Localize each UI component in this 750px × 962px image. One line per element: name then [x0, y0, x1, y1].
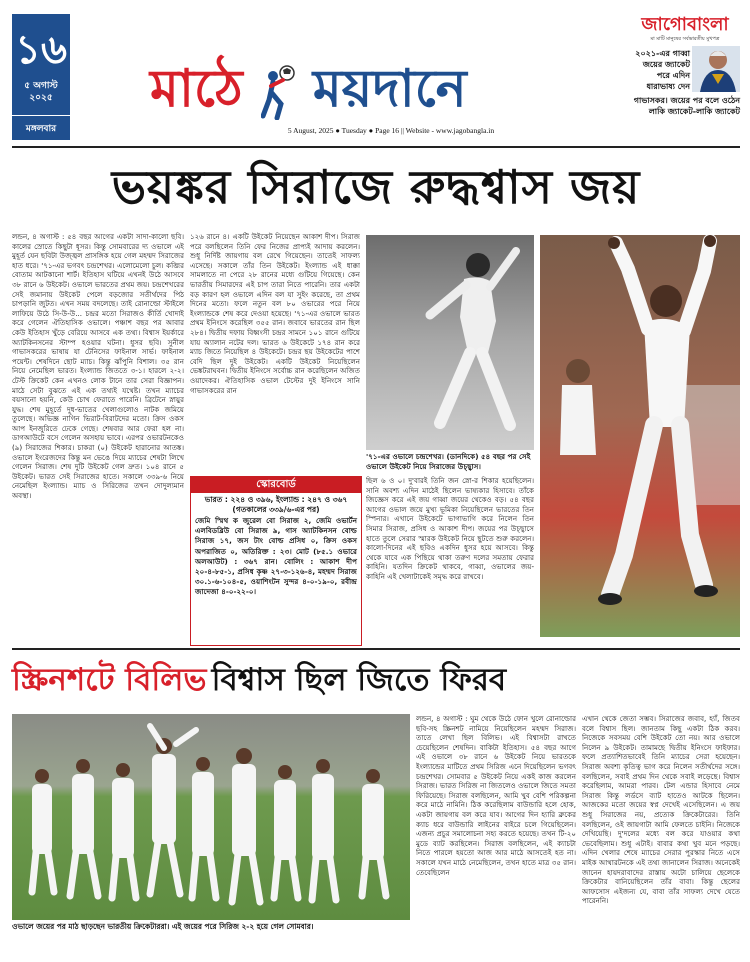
football-player-logo-icon	[261, 64, 295, 120]
title-part-2: ময়দানে	[312, 59, 467, 119]
brand-name: জাগোবাংলা	[641, 14, 729, 35]
teaser-box	[590, 46, 740, 140]
story2-headline-black: বিশ্বাস ছিল জিতে ফিরব	[211, 662, 507, 698]
siraj-celebration-photo	[540, 235, 740, 637]
chandrasekhar-photo	[366, 235, 534, 450]
page-number-box	[12, 14, 70, 140]
mid-rule	[12, 648, 740, 650]
brand-tagline: মা মাটি মানুষের সর্বভারতীয় মুখপত্র	[650, 36, 720, 42]
scoreboard-summary: ভারত : ২২৪ ও ৩৯৬, ইংল্যান্ড : ২৪৭ ও ৩৬৭	[204, 495, 348, 504]
teaser-line-5: গাভাসকর। জয়ের পর বলে ওঠেন	[633, 96, 740, 105]
brand-logo	[630, 14, 740, 44]
scoreboard-title: স্কোরবোর্ড	[191, 477, 361, 493]
teaser-line-6: লাকি জ্যাকেট-লাকি জ্যাকেট	[648, 107, 740, 116]
story1-headline: ভয়ঙ্কর সিরাজে রুদ্ধশ্বাস জয়	[111, 160, 641, 214]
photo1-caption: '৭১-এর ওভালে চন্দ্রশেখর। (ডানদিকে) ৫৪ বছর পর সেই ওভালে উইকেট নিয়ে সিরাজের উচ্ছ্বাস।	[366, 452, 531, 471]
story1-column-3: ছিল ৬ ও ০। দু'বারই তিনি জন স্নো-র শিকার হয়েছিলেন। সানি অবশ্য এদিন মাঠেই ছিলেন ভাষ্যকার হিসাবে। তাঁকে জিজ্ঞেস করে এই জয় গাব্বা জয়ের থেকেও বড়। ৫৪ বছর আগের ওভাল জয়ে মুখ্য ভূমিকা নিয়েছিলেন ভারতের তিন স্পিনার। এখানে উইকেটে ভাগাভাগি করে নিলেন তিন সিমার সিরাজ, প্রসিধ ও আকাশ দীপ। জয়ের পর উচ্ছ্বাসে হাতে তুলে সেরার স্মারক উইকেট নিয়ে ছুটতে শুরু করলেন। কালো-দিনের এই ছবিও একদিন ধুসর হয়ে আসবে। কিন্তু থেকে যাবে এক পিছিয়ে থাকা তরুণ দলের সমতায় ফেরার কাহিনি। যতদিন ক্রিকেট থাকবে, গাব্বা, ওভালের জয়-কাহিনি এই খেলাটাকেই সমৃদ্ধ করে রাখবে।	[366, 476, 534, 581]
masthead-meta-line: 5 August, 2025 ● Tuesday ● Page 16 || Website - www.jagobangla.in	[287, 126, 495, 135]
date-label: ৫ অগাস্ট ২০২৫	[24, 81, 58, 103]
photo2-caption: ওভালে জয়ের পর মাঠ ছাড়ছেন ভারতীয় ক্রিকেটাররা। এই জয়ের পরে সিরিজ ২-২ হয়ে গেল সোমবার।	[12, 922, 314, 931]
masthead-rule	[12, 146, 740, 148]
teaser-line-3: পরে এদিন	[656, 71, 690, 80]
story2-column-2: এখান থেকে জেতা সম্ভব। সিরাজের জবাব, হ্যাঁ, জিতব বলে বিশ্বাস ছিল। জানতাম কিছু একটা ঠিক করব। নিজেকে সবসময় বেশি উইকেট তো নয়। আর ওভালে নিলেন ৯ উইকেট। তামামছে দ্বিতীয় ইনিংসে ফাইফার। ফলে প্রত্যাশিতভাবেই তিনি ম্যাচের সেরা হয়েছেন। সিরাজ অবশ্য কৃতিত্ব ভাগ করে নিলেন সতীর্থদের সঙ্গে। বলছিলেন, সবাই প্রথম দিন থেকে সবাই লড়েছে। বিশ্বাস করেছিলাম, আমরা পারব। টেল এন্ডার হিসাবে নেমে সিরাজ কিন্তু লর্ডসে ব্যাট হাতেও আটকে ছিলেন। আজকের মতো জয়ের স্বপ্ন দেখেই এসেছিলেন। এ জয় শুধু সিরাজের নয়, প্রত্যেক ক্রিকেটারের। তিনি বলছিলেন, ওই জায়গাটা আমি ফেলতে চাইনি। নিজেকে দেখিয়েছি। দু'দলের মধ্যে বল করে যাওয়ার কথা ভেবেছিলাম। শুধু এটাই। বাবার কথা খুব মনে পড়ছে। এদিন খেলার শেষে ম্যাচের সেরার পুরস্কার নিতে এসে মাইক আথারটনকে এই তথ্য জানালেন সিরাজ। অনেকেই জানেন হায়দরাবাদের রাস্তায় অটো চালিয়ে ছেলেকে ক্রিকেটার বানিয়েছিলেন তাঁর বাবা। কিন্তু ছেলের আফসোস এইজন্য যে, বাবা তাঁর সাফল্য দেখে যেতে পারেননি।	[582, 714, 740, 906]
scoreboard-details: জেমি স্মিথ ক জুরেল বো সিরাজ ২, জেমি ওভার্টন এলবিডব্লিউ বো সিরাজ ৯, গাস অ্যাটকিনসন বোল্ড সিরাজ ১৭, জস টাং বোল্ড প্রসিধ ০, ক্রিস ওকস অপরাজিত ০, অতিরিক্ত : ২৩। মোট (৮৫.১ ওভারে অলআউট) : ৩৬৭ রান। বোলিং : আকাশ দীপ ২০-৪-৮৫-১, প্রসিধ কৃষ্ণ ২৭-৩-১২৬-৪, মহম্মদ সিরাজ ৩০.১-৬-১০৪-৫, ওয়াশিংটন সুন্দর ৪-০-১৯-০, রবীন্দ্র জাদেজা ৪-০-২২-০।	[195, 516, 357, 597]
teaser-line-4: ধারাভাষ্য দেন	[646, 82, 690, 91]
masthead-title	[150, 54, 570, 130]
story1-column-2: ১২৬ রানে ৪। একটি উইকেট নিয়েছেন আকাশ দীপ। সিরাজ পরে বলছিলেন তিনি ফের নিজের প্রাপ্যই আদায় করলেন। শুধু নির্দিষ্ট জায়গায় বল রেখে গিয়েছেন। তাতেই সাফল্য এসেছে। সকালে তাঁর তিন উইকেট। ইংল্যান্ড এই ধাক্কা সামলাতে না পেরে ২৮ রানের মধ্যে গুটিয়ে গিয়েছে। কেন ভারতীয় সিমারদের এই চাপ তারা নিতে পারেনি। তার একটা বড় কারণ হল ওভালে এদিন বল যা সুইং করেছে, তা প্রথম দিনের মতো। ফলে নতুন বল ৮০ ওভারের পরে নিয়ে ইংল্যান্ডকে শেষ করে দেওয়া হয়েছে। '৭১-এর ওভালে ভারত প্রথম ইনিংসে করেছিল ৩৫৫ রান। জবাবে ভারতের রান ছিল ২৮৪। দ্বিতীয় দফায় বিধ্বংসী চন্দ্রর সামনে ১০১ রানে গুটিয়ে যায় অ্যালান নটের দল। ভারত ৬ উইকেটে ১৭৪ রান করে ম্যাচ জিতে নিয়েছিল ৪ উইকেটে। চন্দ্রর ছয় উইকেটের পাশে বেদি ছিল দুই উইকেট। একটি উইকেট নিয়েছিলেন ভেঙ্কটরাঘবন। দ্বিতীয় ইনিংসে সর্বোচ্চ রান করেছিলেন অজিত ওয়াদেকর। ঐতিহাসিক ওভাল টেস্টের দুই ইনিংসে সানি গাভাসকরের রান	[190, 232, 360, 395]
teaser-line-2: জয়ের জ্যাকেট	[642, 60, 690, 69]
team-walkoff-photo	[12, 714, 410, 920]
teaser-photo	[692, 46, 740, 92]
story2-column-1: লন্ডন, ৪ অগাস্ট : ঘুম থেকে উঠে ফোন খুলে রোনাল্ডোর ছবি-সহ স্ক্রিনশট নামিয়ে নিয়েছিলেন মহম্মদ সিরাজ। তাতে লেখা ছিল বিলিভ। এই বিশ্বাসটা রাখতে চেয়েছিলেন শেষদিন। বাকিটা ইতিহাস। ৫৪ বছর আগে এই ওভালে ৩৮ রানে ৬ উইকেট নিয়ে ভারতকে ইংল্যান্ডের মাটিতে প্রথম সিরিজ এনে দিয়েছিলেন ভগবৎ চন্দ্রশেখর। সোমবার ৫ উইকেট নিয়ে একই কাজ করলেন সিরাজ। ভারত সিরিজ না জিতলেও ওভালে জিতে সমতা ফিরিয়েছে। সিরাজ বলছিলেন, আমি খুব বেশি পরিকল্পনা করে মাঠে নামিনি। ঠিক করেছিলাম বাউন্ডারি হলে হোক, একটা জায়গায় বল করে যাব। আগের দিন হ্যারি ব্রুকের ক্যাচ ধরে বাউন্ডারি লাইনের বাইরে চলে গিয়েছিলেন। এজন্য প্রচুর সমালোচনা সহ্য করতে হয়েছে। তখন টি-২০ মুডে ব্যাট করছিলেন। সিরাজ বলছিলেন, এই ক্যাচটা নিতে পারলে হয়তো আজ আর মাঠে আসতেই হত না। সকালে যখন মাঠে নেমেছিলেন, তখন হাতে মাত্র ৩৫ রান। তেবেছিলেন	[416, 714, 576, 877]
page-number: ১৬	[15, 27, 67, 73]
teaser-line-1: ২০২১-এর গাব্বা	[635, 49, 690, 58]
story2-headline	[12, 654, 740, 706]
scoreboard-subtitle: (গতকালের ৩৩৯/৬-এর পর)	[232, 505, 320, 514]
title-part-1: মাঠে	[150, 59, 243, 119]
story1-column-1: লন্ডন, ৪ অগাস্ট : ৫৪ বছর আগের একটা সাদা-কালো ছবি। কালের স্রোতে কিছুটা ধূসর। কিন্তু সোমবারের দ্য ওভালে এই মুহূর্ত যেন ছবিটা উজ্জ্বল প্রাসঙ্গিক হয়ে গেল মহম্মদ সিরাজের হাত ধরে। '৭১-এর ভগবৎ চন্দ্রশেখর। এলোমেলো চুল। কব্জির বোতাম আটকানো শার্ট। ইতিহাস ঘটিয়ে এখনই উঠে আসবে ৩৮ রানে ৬ উইকেট। ওভালে ভারতের প্রথম জয়। চন্দ্রশেখরের সেই জমানায় উইকেট পেলে বড়জোর সতীর্থদের পিঠ চাপড়ানি জুটত। এখন সময় বদলেছে। তাই রোনাল্ডো স্টাইলে লাফিয়ে উঠে সি-উ-উ... চন্দ্রর মতো সিরাজও কীর্তি খোদাই করে গেলেন ঐতিহাসিক ওভালে। পঞ্চাশ বছর পর আবার কেউ ইতিহাস খুঁড়ে বেরিয়ে আসবে এক তথ্য। বিশ্বাস ইয়র্কারে অ্যাটকিনসনের স্টাম্প হওয়ার ঘটনা। ধুসর ছবি। সুনীল গাভাসকরের ভাষায় যা টেনিসের ফাইনাল সার্ভ। ফাইনাল পয়েন্ট। শেষদিনে ছোট ম্যাচ। কিন্তু ঝাঁপুনি বিশাল। ৩৫ রান নিয়ে নেমেছিল ভারত। ইংল্যান্ড জিততে ৩-১। হারলে ২-২। টেস্ট ক্রিকেট কেন এখনও লোক টানে তার সেরা বিজ্ঞাপন। মাঠে সেটা বুঝতে এই এক তথ্যই যথেষ্ট। তখন ম্যাচের বয়সানো হয়নি, কেউ চোখ ফেরাতে পারেনি। ব্রিটেনে স্নায়ুর যুদ্ধ। শেষ মুহূর্তে দুধ-ভাতের খেলাগুলোও নাটক জমিয়ে তুলেছে। অভিজ্ঞ নাগিন ভিরাট-বিরাটদের মতো। ক্রিস ওকস আপ ইনজুরিতে ঢেকে গেছে। শেষবার আর ফেরা হল না। ডাগআউটে বসে গেলেন অসহায় ভাবে। এরপর ওভারটনকেও (৯) সিরাজের শিকার। চাকরা (০) উইকেট হারানোর আতঙ্ক। ওভালে ইংরেজদের কিন্তু মন ভেঙে দিয়ে ম্যাচের শেষটা লিখে গেলেন সিরাজ। শেষ দুটি উইকেট গেল দ্রুত। ১০৪ রানে ৫ উইকেট। ভারত সেই সিরাজের হাতে। সকালে ৩৩৯-৬ নিয়ে নেমেছিল ইংল্যান্ড। ম্যাচ ও সিরিজের তখন দোদুল্যমান অবস্থা।	[12, 232, 184, 501]
scoreboard-box	[190, 476, 362, 646]
weekday-label: মঙ্গলবার	[12, 115, 70, 136]
story2-headline-red: স্ক্রিনশটে বিলিভ	[12, 662, 207, 698]
